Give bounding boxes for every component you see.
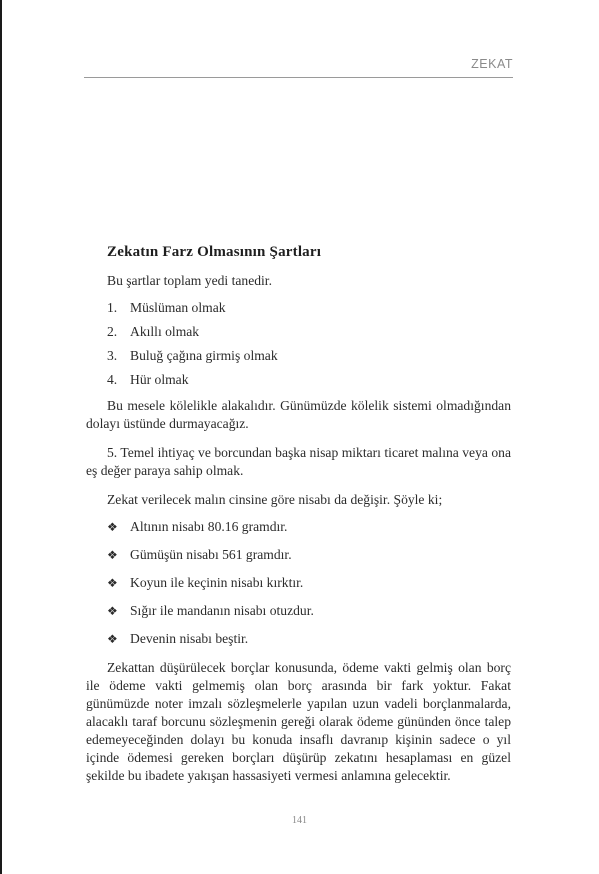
diamond-bullet-icon: ❖ — [107, 604, 118, 618]
list-text: Sığır ile mandanın nisabı otuzdur. — [130, 603, 314, 618]
list-number: 4. — [107, 372, 118, 387]
nisab-intro-paragraph: Zekat verilecek malın cinsine göre nisabı da değişir. Şöyle ki; — [107, 492, 443, 507]
list-number: 2. — [107, 324, 118, 339]
intro-paragraph: Bu şartlar toplam yedi tanedir. — [107, 273, 272, 288]
list-text: Hür olmak — [130, 372, 189, 387]
list-text: Altının nisabı 80.16 gramdır. — [130, 519, 288, 534]
list-number: 1. — [107, 300, 118, 315]
diamond-bullet-icon: ❖ — [107, 548, 118, 562]
list-text: Akıllı olmak — [130, 324, 200, 339]
list-item — [107, 602, 511, 620]
list-item — [107, 546, 511, 564]
list-item — [107, 518, 511, 536]
list-item — [107, 630, 511, 648]
debt-paragraph: Zekattan düşürülecek borçlar konusunda, ödeme vakti gelmiş olan borç ile ödeme vakti gelmemiş olan borç arasında bir fark yoktur. Fakat günümüzde noter imzalı sözleşmelerle yapılan uzun vadeli borçlanmalarda, alacaklı taraf borcunu sözleşmenin gereği olarak ödeme gününden önce talep edemeyeceğinden dolayı bu konuda insaflı davranıp kişinin sadece o yıl içinde ödemesi gereken borçları düşürüp zekatını hesaplaması en güzel şekilde bu ibadete yakışan hassasiyeti vermesi anlamına gelecektir. — [86, 660, 511, 783]
list-text: Gümüşün nisabı 561 gramdır. — [130, 547, 292, 562]
page-number: 141 — [292, 815, 307, 826]
conditions-list — [86, 299, 511, 389]
list-item — [107, 574, 511, 592]
list-text: Buluğ çağına girmiş olmak — [130, 348, 278, 363]
diamond-bullet-icon: ❖ — [107, 520, 118, 534]
list-text: Koyun ile keçinin nisabı kırktır. — [130, 575, 304, 590]
list-number: 3. — [107, 348, 118, 363]
page-content — [86, 243, 511, 785]
nisab-list — [86, 518, 511, 648]
section-title: Zekatın Farz Olmasının Şartları — [107, 244, 322, 260]
running-header: ZEKAT — [471, 57, 513, 71]
list-item — [107, 347, 511, 365]
slavery-note-paragraph: Bu mesele kölelikle alakalıdır. Günümüzde kölelik sistemi olmadığından dolayı üstünde durmayacağız. — [86, 398, 511, 431]
list-item — [107, 299, 511, 317]
page-edge — [0, 0, 2, 874]
diamond-bullet-icon: ❖ — [107, 632, 118, 646]
header-rule — [84, 77, 513, 78]
condition-5-paragraph: 5. Temel ihtiyaç ve borcundan başka nisap miktarı ticaret malına veya ona eş değer paraya sahip olmak. — [86, 445, 511, 478]
list-text: Müslüman olmak — [130, 300, 226, 315]
list-item — [107, 371, 511, 389]
list-text: Devenin nisabı beştir. — [130, 631, 249, 646]
diamond-bullet-icon: ❖ — [107, 576, 118, 590]
list-item — [107, 323, 511, 341]
